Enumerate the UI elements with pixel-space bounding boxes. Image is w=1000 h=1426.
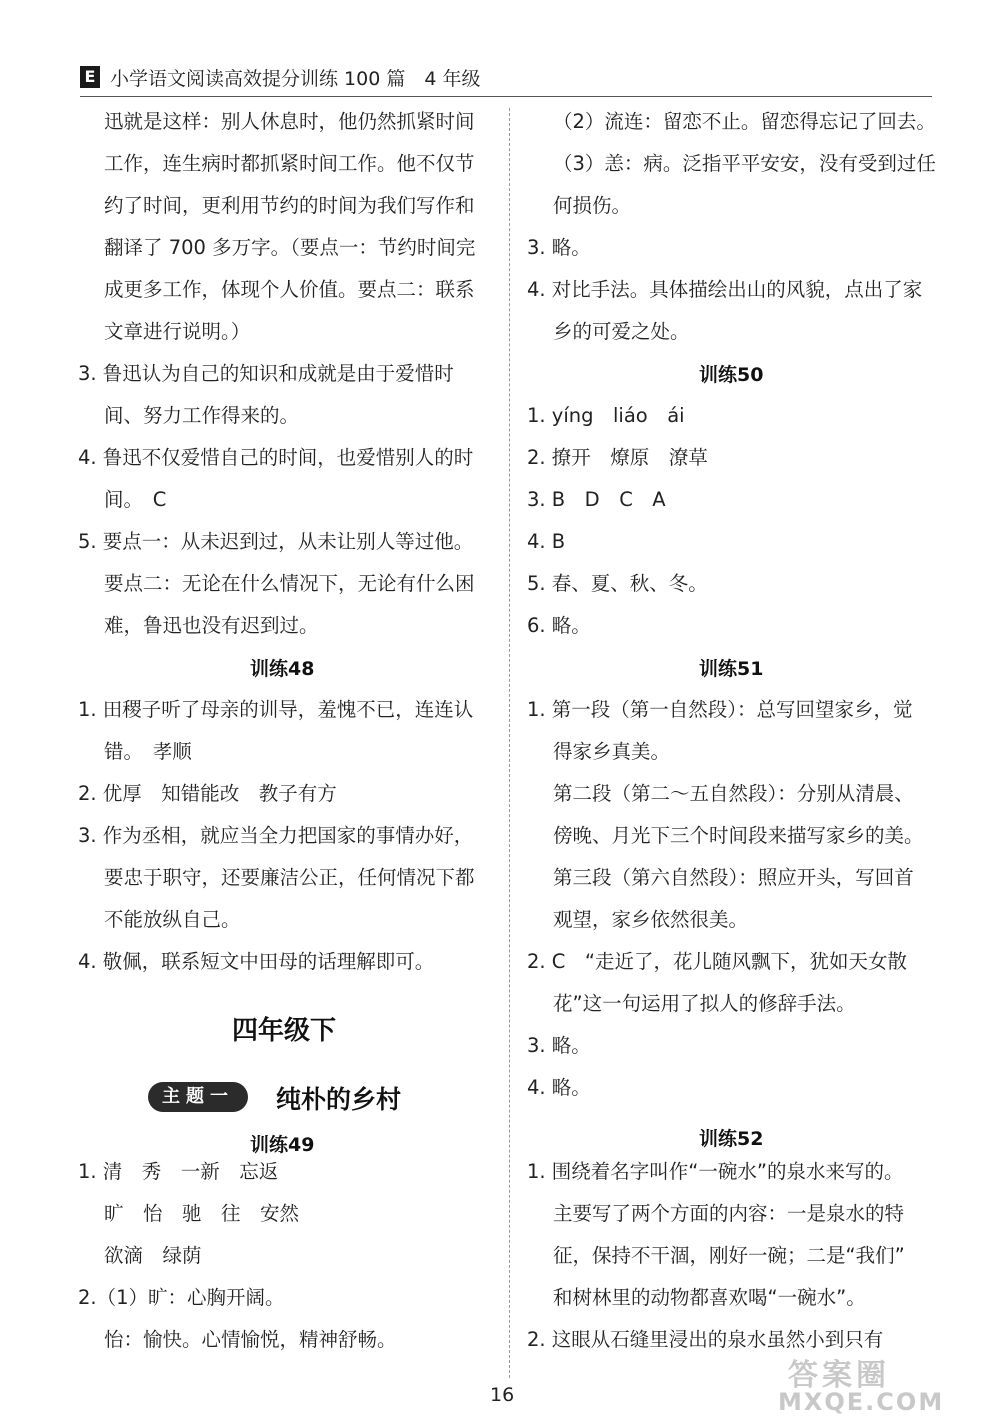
exercise-heading: 训练48 (250, 658, 315, 680)
answer-line: 2. 这眼从石缝里浸出的泉水虽然小到只有 (527, 1328, 884, 1351)
page-header (80, 62, 932, 96)
answer-line: 旷 怡 驰 往 安然 (104, 1202, 300, 1225)
watermark-url: MXQE.COM (778, 1388, 945, 1416)
watermark-text: 答案圈 (788, 1358, 890, 1393)
answer-line: 得家乡真美。 (553, 740, 671, 763)
answer-line: 2. 优厚 知错能改 教子有方 (78, 782, 337, 805)
answer-line: 工作，连生病时都抓紧时间工作。他不仅节 (104, 152, 475, 175)
answer-line: 1. yíng liáo ái (527, 404, 685, 427)
answer-line: 文章进行说明。） (104, 320, 251, 343)
answer-line: （2）流连：留恋不止。留恋得忘记了回去。 (553, 110, 936, 133)
answer-line: 花”这一句运用了拟人的修辞手法。 (553, 992, 856, 1015)
answer-line: 怡：愉快。心情愉悦，精神舒畅。 (104, 1328, 397, 1351)
answer-line: 要忠于职守，还要廉洁公正，任何情况下都 (104, 866, 475, 889)
answer-line: 不能放纵自己。 (104, 908, 241, 931)
exercise-heading: 训练49 (250, 1134, 315, 1156)
answer-line: 难，鲁迅也没有迟到过。 (104, 614, 319, 637)
answer-line: 2. C “走近了，花儿随风飘下，犹如天女散 (527, 950, 908, 973)
watermark-logo (748, 1350, 988, 1420)
book-title: 小学语文阅读高效提分训练 100 篇 4 年级 (110, 68, 481, 90)
answer-line: 1. 第一段（第一自然段）：总写回望家乡，觉 (527, 698, 913, 721)
answer-line: （3）恙：病。泛指平平安安，没有受到过任 (553, 152, 936, 175)
answer-line: 乡的可爱之处。 (553, 320, 690, 343)
answer-line: 傍晚、月光下三个时间段来描写家乡的美。 (553, 824, 924, 847)
answer-line: 3. B D C A (527, 488, 666, 511)
answer-line: 4. 对比手法。具体描绘出山的风貌，点出了家 (527, 278, 923, 301)
answer-line: 要点二：无论在什么情况下，无论有什么困 (104, 572, 475, 595)
answer-line: 和树林里的动物都喜欢喝“一碗水”。 (553, 1286, 866, 1309)
answer-line: 间、努力工作得来的。 (104, 404, 300, 427)
exercise-heading: 训练51 (699, 658, 764, 680)
answer-line: 征，保持不干涸，刚好一碗；二是“我们” (553, 1244, 905, 1267)
answer-line: 1. 田稷子听了母亲的训导，羞愧不已，连连认 (78, 698, 474, 721)
answer-line: 5. 春、夏、秋、冬。 (527, 572, 708, 595)
exercise-heading: 训练50 (699, 364, 764, 386)
answer-line: 3. 略。 (527, 1034, 591, 1057)
theme-badge: 主题一 (148, 1082, 248, 1112)
theme-name: 纯朴的乡村 (276, 1085, 402, 1114)
answer-line: 2.（1）旷：心胸开阔。 (78, 1286, 285, 1309)
book-logo-icon: E (80, 66, 100, 88)
grade-title: 四年级下 (232, 1016, 337, 1046)
answer-line: 翻译了 700 多万字。（要点一：节约时间完 (104, 236, 476, 259)
answer-line: 约了时间，更利用节约的时间为我们写作和 (104, 194, 475, 217)
answer-line: 4. 鲁迅不仅爱惜自己的时间，也爱惜别人的时 (78, 446, 474, 469)
answer-line: 第二段（第二～五自然段）：分别从清晨、 (553, 782, 914, 805)
answer-line: 成更多工作，体现个人价值。要点二：联系 (104, 278, 475, 301)
answer-line: 5. 要点一：从未迟到过，从未让别人等过他。 (78, 530, 474, 553)
answer-line: 1. 围绕着名字叫作“一碗水”的泉水来写的。 (527, 1160, 904, 1183)
header-rule (80, 96, 932, 97)
answer-line: 1. 清 秀 一新 忘返 (78, 1160, 279, 1183)
answer-line: 间。 C (104, 488, 167, 511)
answer-line: 3. 略。 (527, 236, 591, 259)
answer-line: 观望，家乡依然很美。 (553, 908, 749, 931)
answer-line: 主要写了两个方面的内容：一是泉水的特 (553, 1202, 905, 1225)
answer-line: 错。 孝顺 (104, 740, 192, 763)
answer-line: 第三段（第六自然段）：照应开头，写回首 (553, 866, 914, 889)
answer-line: 4. 敬佩，联系短文中田母的话理解即可。 (78, 950, 435, 973)
column-divider (509, 108, 510, 1378)
answer-line: 何损伤。 (553, 194, 632, 217)
answer-line: 欲滴 绿荫 (104, 1244, 202, 1267)
answer-line: 4. B (527, 530, 566, 553)
answer-line: 3. 鲁迅认为自己的知识和成就是由于爱惜时 (78, 362, 454, 385)
exercise-heading: 训练52 (699, 1128, 764, 1150)
answer-line: 4. 略。 (527, 1076, 591, 1099)
answer-line: 迅就是这样：别人休息时，他仍然抓紧时间 (104, 110, 475, 133)
theme-banner (148, 1078, 448, 1118)
answer-line: 2. 撩开 燎原 潦草 (527, 446, 708, 469)
answer-line: 6. 略。 (527, 614, 591, 637)
page-number: 16 (490, 1384, 515, 1406)
answer-line: 3. 作为丞相，就应当全力把国家的事情办好， (78, 824, 474, 847)
